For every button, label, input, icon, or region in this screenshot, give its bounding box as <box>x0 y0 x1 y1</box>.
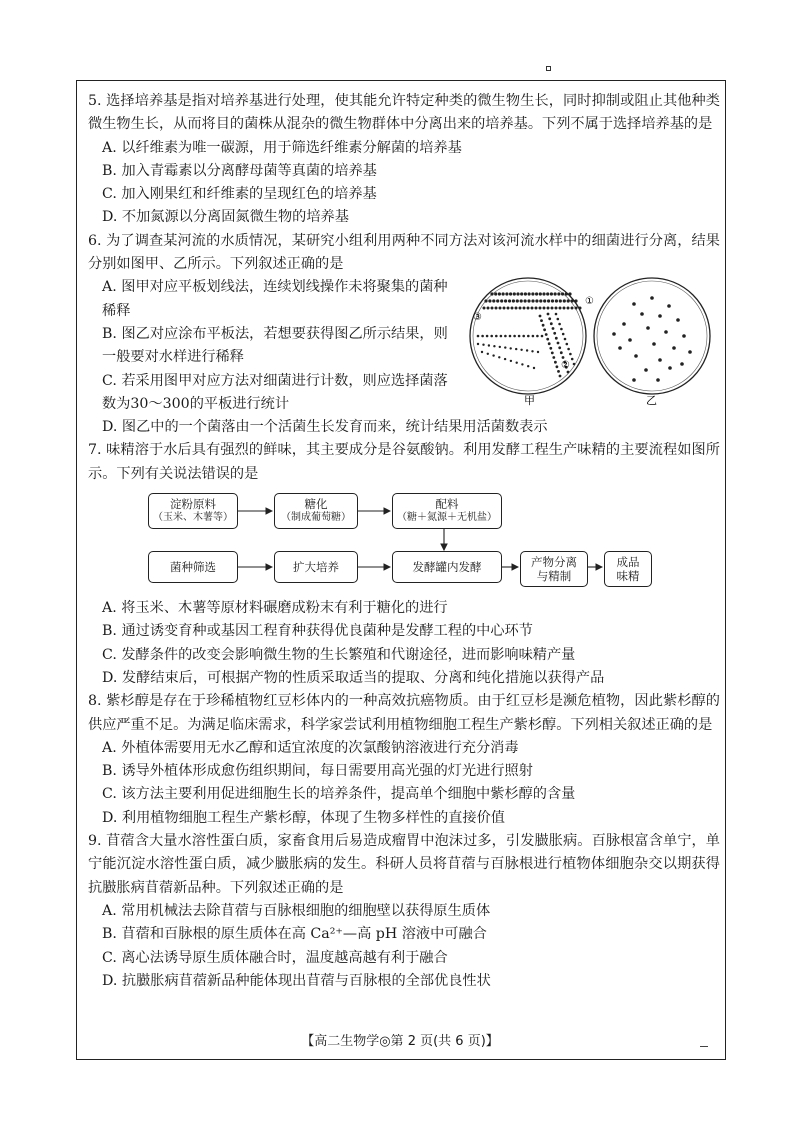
page-footer: 【高二生物学◎第 2 页(共 6 页)】 <box>301 1034 499 1049</box>
streak-dot <box>498 356 500 358</box>
flow-raw-title: 淀粉原料 <box>170 497 216 512</box>
flow-screen-title: 菌种筛选 <box>170 560 216 575</box>
colony-dot <box>618 347 622 351</box>
flow-mix-sub: （糖＋氮源＋无机盐） <box>397 512 497 524</box>
colony-dot <box>632 379 636 383</box>
question-9-option-d: D. 抗臌胀病苜蓿新品种能体现出苜蓿与百脉根的全部优良性状 <box>102 972 491 989</box>
colony-dot <box>652 343 656 347</box>
question-7-option-c: C. 发酵条件的改变会影响微生物的生长繁殖和代谢途径，进而影响味精产量 <box>102 646 576 663</box>
streak-dot <box>563 307 566 310</box>
streak-dot <box>568 293 571 296</box>
streak-dot <box>504 347 506 349</box>
streak-dot <box>524 293 527 296</box>
streak-dot <box>531 293 534 296</box>
streak-dot <box>557 318 560 321</box>
streak-dot <box>518 335 521 338</box>
streak-dot <box>516 293 519 296</box>
question-5-option-c: C. 加入刚果红和纤维素的呈现红色的培养基 <box>102 186 377 203</box>
flow-box-raw-material <box>148 493 238 529</box>
streak-dot <box>523 307 526 310</box>
colony-dot <box>634 355 638 359</box>
streak-dot <box>499 307 502 310</box>
flow-sacch-title: 糖化 <box>304 497 328 512</box>
streak-dot <box>555 300 558 303</box>
streak-dot <box>512 300 515 303</box>
streak-dot <box>546 293 549 296</box>
streak-dot <box>548 343 551 346</box>
streak-dot <box>496 300 499 303</box>
streak-dot <box>531 300 534 303</box>
streak-dot <box>531 307 534 310</box>
mark-2: ② <box>561 360 570 372</box>
question-5-stem: 5. 选择培养基是指对培养基进行处理，使其能允许特定种类的微生物生长，同时抑制或阻止其他种类微生物生长，从而将目的菌株从混杂的微生物群体中分离出来的培养基。下列不属于选择培养基的是 <box>88 93 720 133</box>
streak-dot <box>541 335 544 338</box>
streak-dot <box>539 293 542 296</box>
streak-dot <box>554 293 557 296</box>
streak-dot <box>540 320 543 323</box>
streak-dot <box>527 365 529 367</box>
streak-dot <box>495 307 498 310</box>
colony-dot <box>682 335 686 339</box>
colony-dot <box>658 315 662 319</box>
question-9-option-b: B. 苜蓿和百脉根的原生质体在高 Ca²⁺—高 pH 溶液中可融合 <box>102 926 487 943</box>
streak-dot <box>562 356 565 359</box>
flow-box-fermentation <box>392 551 502 583</box>
colony-dot <box>672 347 676 351</box>
streak-dot <box>547 313 550 316</box>
streak-dot <box>557 293 560 296</box>
streak-dot <box>566 343 569 346</box>
streak-dot <box>555 313 558 316</box>
streak-dot <box>571 358 574 361</box>
flow-expand-title: 扩大培养 <box>293 560 339 575</box>
colony-dot <box>640 313 644 317</box>
streak-dot <box>558 323 561 326</box>
streak-dot <box>575 307 578 310</box>
streak-dot <box>522 335 525 338</box>
streak-dot <box>543 329 546 332</box>
colony-dot <box>628 339 632 343</box>
question-5-option-a: A. 以纤维素为唯一碳源，用于筛选纤维素分解菌的培养基 <box>102 139 462 156</box>
question-5 <box>88 90 720 230</box>
colony-dot <box>650 297 654 301</box>
streak-dot <box>533 367 535 369</box>
streak-dot <box>548 318 551 321</box>
question-6-option-c: C. 若采用图甲对应方法对细菌进行计数，则应选择菌落数为30～300的平板进行统计 <box>102 372 448 412</box>
flow-box-saccharification <box>274 493 358 529</box>
streak-dot <box>542 324 545 327</box>
streak-dot <box>526 350 528 352</box>
streak-dot <box>562 333 565 336</box>
streak-dot <box>511 307 514 310</box>
flow-raw-sub: （玉米、木薯等） <box>153 512 233 524</box>
question-6 <box>88 230 720 440</box>
streak-dot <box>549 347 552 350</box>
streak-dot <box>532 335 535 338</box>
streak-dot <box>513 293 516 296</box>
streak-dot <box>515 307 518 310</box>
streak-dot <box>535 307 538 310</box>
streak-dot <box>559 300 562 303</box>
streak-dot <box>555 337 558 340</box>
streak-dot <box>536 335 539 338</box>
streak-dot <box>527 300 530 303</box>
streak-dot <box>500 335 503 338</box>
streak-dot <box>553 332 556 335</box>
question-6-option-d: D. 图乙中的一个菌落由一个活菌生长发育而来，统计结果用活菌数表示 <box>102 419 548 436</box>
streak-dot <box>520 349 522 351</box>
question-6-option-a: A. 图甲对应平板划线法，连续划线操作未将聚集的菌种稀释 <box>102 279 448 319</box>
streak-dot <box>520 300 523 303</box>
streak-dot <box>546 338 549 341</box>
mark-3: ③ <box>473 312 482 324</box>
streak-dot <box>550 293 553 296</box>
petri-dish-figure <box>464 276 714 416</box>
question-5-option-b: B. 加入青霉素以分离酵母菌等真菌的培养基 <box>102 162 377 179</box>
question-7-option-b: B. 通过诱变育种或基因工程育种获得优良菌种是发酵工程的中心环节 <box>102 623 533 640</box>
streak-dot <box>561 293 564 296</box>
streak-dot <box>567 371 570 374</box>
streak-dot <box>547 300 550 303</box>
colony-dot <box>632 303 636 307</box>
flow-mix-title: 配料 <box>435 497 459 512</box>
streak-dot <box>539 300 542 303</box>
streak-dot <box>551 352 554 355</box>
streak-dot <box>503 307 506 310</box>
question-6-stem: 6. 为了调查某河流的水质情况，某研究小组利用两种不同方法对该河流水样中的细菌进行分离，结果分别如图甲、乙所示。下列叙述正确的是 <box>88 232 720 273</box>
streak-dot <box>483 307 486 310</box>
streak-dot <box>493 345 495 347</box>
streak-dot <box>565 293 568 296</box>
streak-dot <box>559 307 562 310</box>
streak-dot <box>477 343 479 345</box>
streak-dot <box>490 335 493 338</box>
question-8-option-d: D. 利用植物细胞工程生产紫杉醇，体现了生物多样性的直接价值 <box>102 809 505 826</box>
flow-box-expansion-culture <box>274 551 358 583</box>
streak-dot <box>557 342 560 345</box>
colony-dot <box>668 367 672 371</box>
streak-dot <box>567 348 570 351</box>
streak-dot <box>563 300 566 303</box>
question-7-option-d: D. 发酵结束后，可根据产物的性质采取适当的提取、分离和纯化措施以获得产品 <box>102 669 605 686</box>
colony-dot <box>622 323 626 327</box>
streak-dot <box>571 300 574 303</box>
flow-sacch-sub: （制成葡萄糖） <box>281 512 351 524</box>
streak-dot <box>558 347 561 350</box>
streak-dot <box>498 293 501 296</box>
question-5-option-d: D. 不加氮源以分离固氮微生物的培养基 <box>102 209 349 226</box>
streak-dot <box>560 328 563 331</box>
flow-product-title: 成品味精 <box>616 555 640 584</box>
streak-dot <box>507 307 510 310</box>
streak-dot <box>552 327 555 330</box>
streak-dot <box>551 307 554 310</box>
streak-dot <box>573 363 576 366</box>
label-yi: 乙 <box>646 394 657 408</box>
streak-dot <box>487 307 490 310</box>
streak-dot <box>535 293 538 296</box>
streak-dot <box>504 358 506 360</box>
question-8 <box>88 690 720 830</box>
flow-box-strain-screening <box>148 551 238 583</box>
streak-dot <box>516 300 519 303</box>
dish-yi <box>594 278 710 407</box>
question-8-stem: 8. 紫杉醇是存在于珍稀植物红豆杉体内的一种高效抗癌物质。由于红豆杉是濒危植物，因此紫杉醇的供应严重不足。为满足临床需求，科学家尝试利用植物细胞工程生产紫杉醇。下列相关叙述正确的是 <box>88 693 720 733</box>
streak-dot <box>543 300 546 303</box>
streak-dot <box>508 300 511 303</box>
question-6-option-b: B. 图乙对应涂布平板法，若想要获得图乙所示结果，则一般要对水样进行稀释 <box>102 325 448 366</box>
streak-dot <box>524 300 527 303</box>
streak-dot <box>500 300 503 303</box>
question-8-option-c: C. 该方法主要利用促进细胞生长的培养条件，提高单个细胞中紫杉醇的含量 <box>102 786 576 803</box>
colony-dot <box>676 319 680 323</box>
streak-dot <box>520 293 523 296</box>
streak-dot <box>486 335 489 338</box>
streak-dot <box>559 375 562 378</box>
streak-dot <box>564 338 567 341</box>
streak-dot <box>557 370 560 373</box>
colony-dot <box>658 359 662 363</box>
colony-dot <box>664 331 668 335</box>
streak-dot <box>502 293 505 296</box>
streak-dot <box>499 346 501 348</box>
question-8-option-b: B. 诱导外植体形成愈伤组织期间，每日需要用高光强的灯光进行照射 <box>102 763 533 780</box>
fermentation-flowchart <box>88 489 720 595</box>
streak-dot <box>547 307 550 310</box>
streak-dot <box>505 293 508 296</box>
streak-dot <box>510 360 512 362</box>
streak-dot <box>492 355 494 357</box>
streak-dot <box>481 335 484 338</box>
streak-dot <box>519 307 522 310</box>
flow-box-product <box>604 551 652 587</box>
streak-dot <box>552 356 555 359</box>
question-9-stem: 9. 苜蓿含大量水溶性蛋白质，家畜食用后易造成瘤胃中泡沫过多，引发臌胀病。百脉根富含单宁，单宁能沉淀水溶性蛋白质，减少臌胀病的发生。科研人员将苜蓿与百脉根进行植物体细胞杂交以期获得抗臌胀病苜蓿新品种。下列叙述正确的是 <box>88 833 720 896</box>
streak-dot <box>550 323 553 326</box>
corner-mark <box>700 1046 708 1047</box>
streak-dot <box>510 348 512 350</box>
streak-dot <box>551 300 554 303</box>
question-6-options-with-figure <box>88 276 720 416</box>
streak-dot <box>545 333 548 336</box>
streak-dot <box>515 348 517 350</box>
streak-dot <box>504 300 507 303</box>
streak-dot <box>477 335 480 338</box>
colony-dot <box>644 369 648 373</box>
streak-dot <box>509 293 512 296</box>
streak-dot <box>567 300 570 303</box>
streak-dot <box>569 353 572 356</box>
dish-jia <box>470 278 594 407</box>
question-9-option-a: A. 常用机械法去除苜蓿与百脉根细胞的细胞壁以获得原生质体 <box>102 902 491 919</box>
streak-dot <box>535 300 538 303</box>
streak-dot <box>554 361 557 364</box>
colony-dot <box>646 327 650 331</box>
streak-dot <box>494 293 497 296</box>
question-7-option-a: A. 将玉米、木薯等原材料碾磨成粉末有利于糖化的进行 <box>102 600 448 617</box>
streak-dot <box>543 307 546 310</box>
streak-dot <box>487 353 489 355</box>
streak-dot <box>555 307 558 310</box>
flow-box-separation <box>520 551 588 587</box>
streak-dot <box>560 352 563 355</box>
question-content <box>88 90 720 993</box>
streak-dot <box>516 362 518 364</box>
streak-dot <box>567 307 570 310</box>
streak-dot <box>539 307 542 310</box>
streak-dot <box>490 293 493 296</box>
question-7 <box>88 439 720 690</box>
mark-1: ① <box>585 296 594 308</box>
streak-dot <box>521 364 523 366</box>
colony-dot <box>680 363 684 367</box>
streak-dot <box>528 293 531 296</box>
streak-dot <box>542 293 545 296</box>
streak-dot <box>484 300 487 303</box>
question-9-option-c: C. 离心法诱导原生质体融合时，温度越高越有利于融合 <box>102 949 448 966</box>
top-square-mark <box>546 66 551 71</box>
flow-separate-title: 产物分离与精制 <box>531 555 577 584</box>
flow-ferment-title: 发酵罐内发酵 <box>412 560 482 575</box>
streak-dot <box>539 315 542 318</box>
streak-dot <box>527 335 530 338</box>
streak-dot <box>513 335 516 338</box>
streak-dot <box>537 351 539 353</box>
question-8-option-a: A. 外植体需要用无水乙醇和适宜浓度的次氯酸钠溶液进行充分消毒 <box>102 739 519 756</box>
question-9 <box>88 830 720 993</box>
streak-dot <box>571 307 574 310</box>
streak-dot <box>509 335 512 338</box>
streak-dot <box>527 307 530 310</box>
question-7-stem: 7. 味精溶于水后具有强烈的鲜味，其主要成分是谷氨酸钠。利用发酵工程生产味精的主要流程如图所示。下列有关说法错误的是 <box>88 442 720 482</box>
streak-dot <box>579 307 582 310</box>
streak-dot <box>491 307 494 310</box>
streak-dot <box>488 300 491 303</box>
flow-box-ingredients <box>392 493 502 529</box>
streak-dot <box>481 351 483 353</box>
streak-dot <box>531 350 533 352</box>
streak-dot <box>574 300 577 303</box>
streak-dot <box>504 335 507 338</box>
streak-dot <box>488 345 490 347</box>
streak-dot <box>492 300 495 303</box>
colony-dot <box>688 351 692 355</box>
streak-dot <box>495 335 498 338</box>
colony-dot <box>667 305 671 309</box>
streak-dot <box>482 344 484 346</box>
colony-dot <box>612 333 616 337</box>
colony-dot <box>656 379 660 383</box>
label-jia: 甲 <box>524 394 535 408</box>
streak-dot <box>556 366 559 369</box>
